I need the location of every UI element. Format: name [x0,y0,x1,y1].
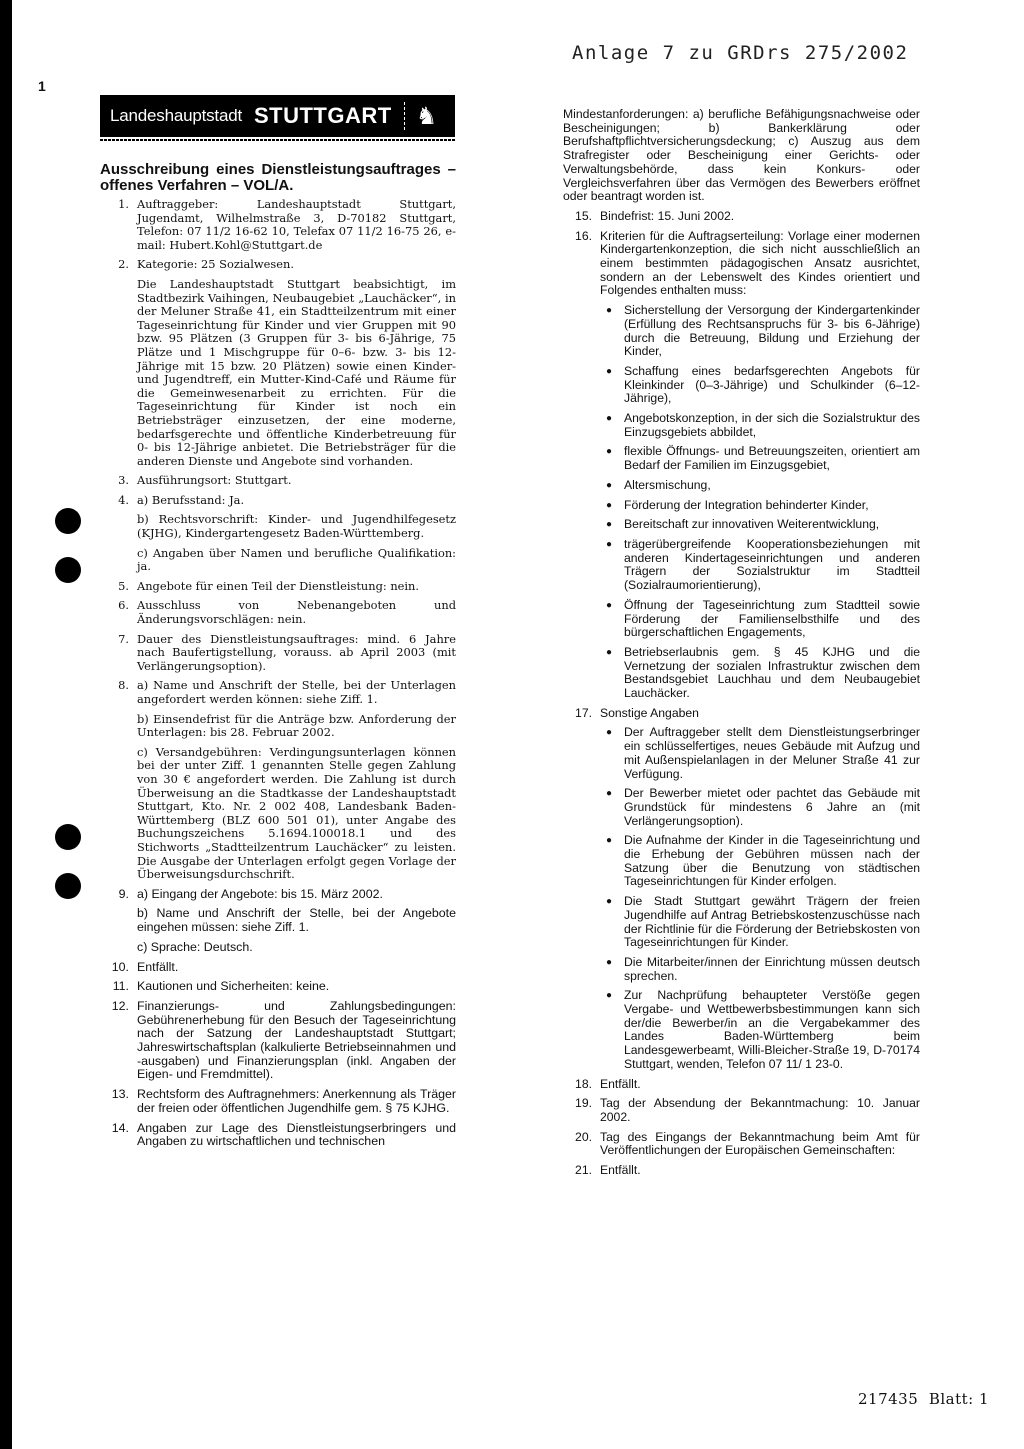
item-body [137,258,456,468]
bullet-item [600,599,920,640]
bullet-text: flexible Öffnungs- und Betreuungszeiten, orientiert am Bedarf der Familien im Einzugsgebiet, [624,444,920,473]
list-item [100,198,456,252]
item-body [137,679,456,881]
item-body [137,580,456,594]
item-body [137,888,456,955]
bullet-icon: ● [606,788,613,800]
bullet-item [600,956,920,983]
bullet-text: Die Aufnahme der Kinder in die Tageseinrichtung und die Erhebung der Gebühren müssen nach der Satzung über die Benutzung von städtischen Tageseinrichtungen für Kinder erfolgen. [624,833,920,889]
bullet-icon: ● [606,305,613,317]
item-subtext: c) Sprache: Deutsch. [137,939,253,954]
item-subtext: Die Landeshauptstadt Stuttgart beabsichtigt, im Stadtbezirk Vaihingen, Neubaugebiet „Lauchäcker“, in der Meluner Straße 41, ein Stadtteilzentrum mit einer Tageseinrichtung für Kinder und vier Gruppen mit 90 bzw. 95 Plätzen (3 Gruppen für 3- bis 6-Jährige, 75 Plätze und 1 Mischgruppe für 0–6- bzw. 3- bis 12-Jährige mit 15 bzw. 20 Plätzen) sowie einen Kinder- und Jugendtreff, ein Mutter-Kind-Café und Räume für die Gemeinwesenarbeit zu errichten. Für die Tageseinrichtung für Kinder ist noch ein Betriebsträger einzusetzen, der eine moderne, bedarfsgerechte und öffentliche Kinderbetreuung für 0- bis 12-Jährige anbietet. Die Betriebsträger für die anderen Dienste und Angebote sind vorhanden. [137,276,456,468]
item-number: 6. [118,598,129,613]
bullet-icon: ● [606,413,613,425]
item-body [137,599,456,626]
item-text: Rechtsform des Auftragnehmers: Anerkennung als Träger der freien oder öffentlichen Jugendhilfe gem. § 75 KJHG. [137,1087,456,1115]
list-item [100,474,456,488]
list-item [100,1000,456,1082]
bullet-item [600,787,920,828]
item-number: 21. [575,1163,592,1178]
bullet-icon: ● [606,896,613,908]
item-number: 5. [118,578,129,593]
bullet-text: Sicherstellung der Versorgung der Kindergartenkinder (Erfüllung des Rechtsanspruchs für 3- bis 6-Jährige) durch die Betreuung, Bildung und Erziehung der Kinder, [624,303,920,359]
item-text: a) Name und Anschrift der Stelle, bei der Unterlagen angefordert werden können: siehe Ziff. 1. [137,678,456,706]
item-text: Kautionen und Sicherheiten: keine. [137,979,330,994]
bullet-text: trägerübergreifende Kooperationsbeziehungen mit anderen Kindertageseinrichtungen und anderen Trägern der Sozialstruktur im Stadtteil (Sozialraumorientierung), [624,536,920,593]
bullet-icon: ● [606,519,613,531]
item-subtext: c) Angaben über Namen und berufliche Qualifikation: ja. [137,545,456,574]
bullet-icon: ● [606,365,613,377]
notice-title: Ausschreibung eines Dienstleistungsauftrages – offenes Verfahren – VOL/A. [100,161,456,194]
item-number: 20. [575,1129,592,1144]
item-subtext: b) Rechtsvorschrift: Kinder- und Jugendhilfegesetz (KJHG), Kindergartengesetz Baden-Württemberg. [137,512,456,541]
bullet-icon: ● [606,835,613,847]
item-number: 4. [118,492,129,507]
item-text: a) Berufsstand: Ja. [137,492,245,507]
list-item [563,1078,920,1092]
list-item [100,494,456,574]
punch-hole [55,824,81,850]
attachment-label: Anlage 7 zu GRDrs 275/2002 [572,42,909,64]
bullet-icon: ● [606,499,613,511]
item-subtext: b) Einsendefrist für die Anträge bzw. Anforderung der Unterlagen: bis 28. Februar 2002. [137,711,456,740]
item-number: 9. [118,886,129,901]
item-body [137,474,456,488]
list-item [100,1088,456,1115]
city-logo [100,95,455,137]
bullet-item [600,518,920,532]
right-column [563,108,920,1184]
list-item [563,707,920,1072]
bullet-text: Angebotskonzeption, in der sich die Sozialstruktur des Einzugsgebiets abbildet, [624,411,920,439]
item-number: 12. [111,998,129,1013]
list-item [100,599,456,626]
bullet-item [600,726,920,781]
document-number: 217435 [858,1390,919,1408]
item-text: a) Eingang der Angebote: bis 15. März 2002. [137,886,383,901]
bullet-item [600,365,920,406]
bullet-text: Die Mitarbeiter/innen der Einrichtung müssen deutsch sprechen. [624,954,920,983]
item-number: 1. [118,197,129,211]
item-text: Ausführungsort: Stuttgart. [137,473,292,488]
item-number: 11. [112,979,129,994]
item-body [137,1088,456,1115]
list-item [100,961,456,975]
item-number: 7. [118,631,129,646]
item-text: Kategorie: 25 Sozialwesen. [137,257,294,272]
item-body [137,494,456,574]
list-item [100,1122,456,1149]
bullet-item [600,834,920,889]
bullet-item [600,989,920,1071]
item-text: Bindefrist: 15. Juni 2002. [600,208,735,223]
logo-prefix: Landeshauptstadt [110,106,242,125]
bullet-item [600,445,920,472]
bullet-text: Der Bewerber mietet oder pachtet das Gebäude mit Grundstück für mindestens 6 Jahre an (mit Verlängerungsoption). [624,786,920,828]
list-item [563,1164,920,1178]
item-text: Kriterien für die Auftragserteilung: Vorlage einer modernen Kindergartenkonzeption, die sich nicht ausschließlich an einem bestimmten pädagogischen Ansatz ausrichtet, sondern an der Lebenswelt des Kindes orientiert und Folgendes enthalten muss: [600,228,920,298]
item-text: Ausschluss von Nebenangeboten und Änderungsvorschlägen: nein. [137,598,456,627]
item-text: Auftraggeber: Landeshauptstadt Stuttgart, Jugendamt, Wilhelmstraße 3, D-70182 Stuttgart, Telefon: 07 11/2 16-62 10, Telefax 07 11/2 16-75 26, e-mail: Hubert.Kohl@Stuttgart.de [137,197,456,252]
list-item [100,258,456,468]
list-item [100,888,456,955]
list-item [563,1097,920,1124]
bullet-icon: ● [606,990,613,1002]
item-body [137,633,456,674]
bullet-icon: ● [606,479,613,491]
item-text: Angebote für einen Teil der Dienstleistung: nein. [137,578,420,593]
item-number: 8. [118,678,129,693]
item-number: 15. [575,208,592,223]
bullet-text: Die Stadt Stuttgart gewährt Trägern der freien Jugendhilfe auf Antrag Betriebskostenzuschüsse nach der Richtlinie für die Förderung der Betriebskosten von Tageseinrichtungen für Kinder. [624,894,920,950]
item-body [137,1000,456,1082]
item-number: 17. [575,705,592,720]
bullet-text: Betriebserlaubnis gem. § 45 KJHG und die Vernetzung der sozialen Infrastruktur zwischen dem Bestandsgebiet Lauchhau und dem Neubaugebiet Lauchäcker. [624,644,920,701]
list-item [563,210,920,224]
horse-icon: ♞ [415,103,438,130]
scan-edge [0,0,12,1449]
punch-hole [55,557,81,583]
bullet-icon: ● [606,646,613,658]
left-column [100,162,456,1155]
bullet-text: Förderung der Integration behinderter Kinder, [624,497,869,512]
item-text: Tag der Absendung der Bekanntmachung: 10. Januar 2002. [600,1096,920,1124]
bullet-item [600,479,920,493]
list-item [100,633,456,674]
continuation-text: Mindestanforderungen: a) berufliche Befähigungsnachweise oder Bescheinigungen; b) Bankerklärung oder Berufshaftpflichtversicherungsdeckung; c) Auszug aus dem Strafregister oder Bescheinigung einer Gerichts- oder Verwaltungsbehörde, dass kein Konkurs- oder Vergleichsverfahren über das Vermögen des Bewerbers eröffnet oder beantragt worden ist. [563,107,920,204]
punch-hole [55,508,81,534]
item-number: 10. [111,959,129,974]
bullet-icon: ● [606,446,613,458]
item-body [137,1122,456,1149]
item-text: Sonstige Angaben [600,705,699,720]
item-subtext: b) Name und Anschrift der Stelle, bei der Angebote eingehen müssen: siehe Ziff. 1. [137,906,456,935]
item-number: 18. [575,1076,592,1091]
bullet-item [600,499,920,513]
bullet-icon: ● [606,599,613,611]
item-number: 2. [118,257,129,272]
logo-city-name: STUTTGART [253,103,392,128]
bullet-text: Zur Nachprüfung behaupteter Verstöße gegen Vergabe- und Wettbewerbsbestimmungen kann sich der/die Bewerber/in an die Vergabekammer des Landes Baden-Württemberg beim Landesgewerbeamt, Willi-Bleicher-Straße 19, D-70174 Stuttgart, wenden, Telefon 07 11/ 1 23-0. [624,988,920,1071]
item-text: Dauer des Dienstleistungsauftrages: mind. 6 Jahre nach Baufertigstellung, vorauss. ab April 2003 (mit Verlängerungsoption). [137,631,456,673]
bullet-item [600,412,920,439]
logo-divider [404,102,406,130]
bullet-item [600,304,920,359]
list-item [563,230,920,701]
item-body [137,961,456,975]
logo-underline [100,139,455,141]
bullet-item [600,646,920,701]
margin-mark: 1 [38,78,46,94]
bullet-icon: ● [606,956,613,968]
bullet-text: Bereitschaft zur innovativen Weiterentwicklung, [624,517,880,532]
item-subtext: c) Versandgebühren: Verdingungsunterlagen können bei der unter Ziff. 1 genannten Stelle gegen Zahlung von 30 € angefordert werden. Die Zahlung ist durch Überweisung an die Stadtkasse der Landeshauptstadt Stuttgart, Kto. Nr. 2 002 408, Landesbank Baden-Württemberg (BLZ 600 501 01), unter Angabe des Buchungszeichens 5.1694.100018.1 und des Stichworts „Stadtteilzentrum Lauchäcker“ zu leisten. Die Ausgabe der Unterlagen erfolgt gegen Vorlage der Überweisungsdurchschrift. [137,744,456,882]
bullet-item [600,538,920,593]
bullet-item [600,895,920,950]
item-text: Entfällt. [600,1076,641,1091]
list-item [563,1131,920,1158]
page-footer [858,1390,989,1408]
bullet-text: Schaffung eines bedarfsgerechten Angebots für Kleinkinder (0–3-Jährige) und Schulkinder (6–12-Jährige), [624,363,920,406]
item-body [137,980,456,994]
item-text: Angaben zur Lage des Dienstleistungserbringers und Angaben zu wirtschaftlichen und technischen [137,1120,456,1149]
punch-hole [55,873,81,899]
item-text: Entfällt. [137,959,179,974]
list-item [100,980,456,994]
item-number: 13. [111,1087,129,1102]
item-body [137,198,456,252]
bullet-text: Öffnung der Tageseinrichtung zum Stadtteil sowie Förderung der Familienselbsthilfe und des bürgerschaftlichen Engagements, [624,597,920,640]
item-text: Finanzierungs- und Zahlungsbedingungen: Gebührenerhebung für den Besuch der Tageseinrichtung nach der Satzung der Landeshauptstadt Stuttgart; Jahreswirtschaftsplan (kalkulierte Betriebseinnahmen und -ausgaben) und Finanzierungsplan (inkl. Angaben der Eigen- und Fremdmittel). [137,998,456,1082]
bullet-icon: ● [606,727,613,739]
item-text: Tag des Eingangs der Bekanntmachung beim Amt für Veröffentlichungen der Europäischen Gemeinschaften: [600,1129,920,1158]
bullet-text: Altersmischung, [624,477,711,492]
item-number: 3. [118,473,129,488]
item-number: 16. [575,228,592,243]
item-number: 14. [111,1120,129,1135]
bullet-icon: ● [606,538,613,550]
list-item [100,580,456,594]
item-text: Entfällt. [600,1163,641,1178]
list-item [100,679,456,881]
sheet-number: Blatt: 1 [928,1390,989,1408]
item-number: 19. [575,1096,592,1111]
bullet-text: Der Auftraggeber stellt dem Dienstleistungserbringer ein schlüsselfertiges, neues Gebäude mit Aufzug und mit Außenspielanlagen in der Meluner Straße 41 zur Verfügung. [624,725,920,781]
